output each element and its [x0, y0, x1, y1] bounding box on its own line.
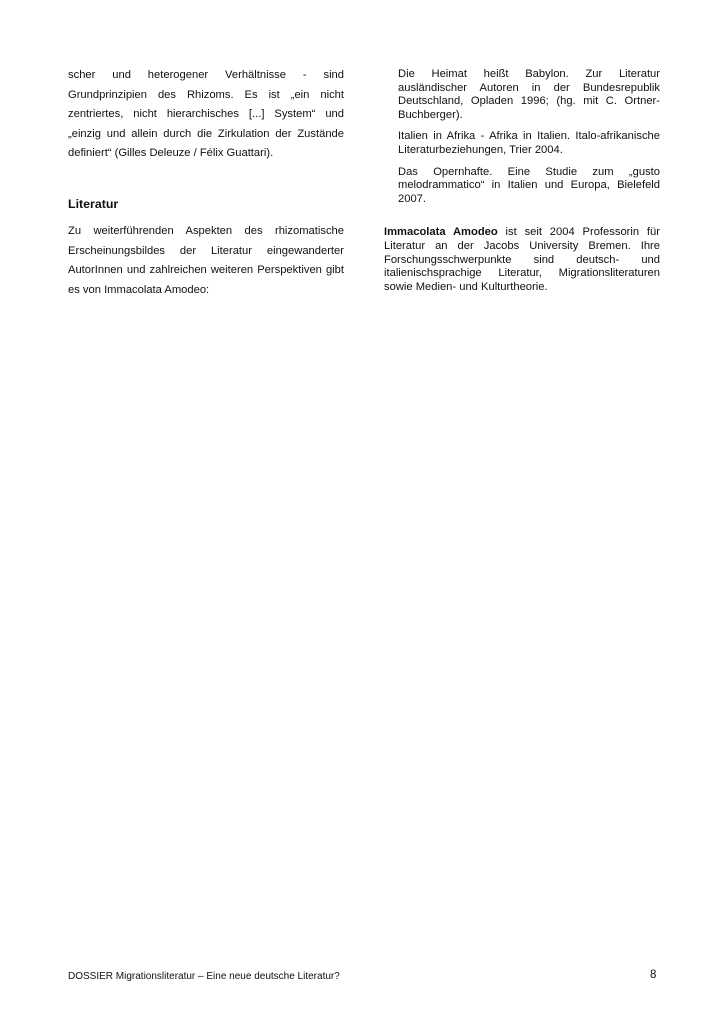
reference-item: Das Opernhafte. Eine Studie zum „gusto melodrammatico“ in Italien und Europa, Bielefeld 2007.	[398, 165, 660, 205]
section-heading-literatur: Literatur	[68, 197, 119, 211]
page-number: 8	[650, 969, 657, 981]
author-name: Immacolata Amodeo	[384, 226, 498, 238]
right-column	[370, 68, 660, 214]
paragraph-rhizome: scher und heterogener Verhältnisse - sind Grundprinzipien des Rhizoms. Es ist „ein nicht zentriertes, nicht hierarchisches [...] System“ und „einzig und allein durch die Zirkulation der Zustände definiert“ (Gilles Deleuze / Félix Guattari).	[68, 69, 344, 160]
reference-list	[370, 68, 660, 206]
reference-item: Italien in Afrika - Afrika in Italien. Italo-afrikanische Literaturbeziehungen, Trier 2004.	[398, 130, 660, 156]
literature-intro	[68, 222, 344, 300]
left-column	[68, 66, 344, 164]
reference-item: Die Heimat heißt Babylon. Zur Literatur ausländischer Autoren in der Bundesrepublik Deutschland, Opladen 1996; (hg. mit C. Ortner-Buchberger).	[398, 68, 660, 121]
author-bio-text: ist seit 2004 Professorin für Literatur an der Jacobs University Bremen. Ihre Forschungsschwerpunkte sind deutsch- und italienischsprachige Literatur, Migrationsliteraturen sowie Medien- und Kulturtheorie.	[384, 226, 660, 294]
author-bio	[384, 226, 660, 295]
footer-title: DOSSIER Migrationsliteratur – Eine neue deutsche Literatur?	[68, 971, 340, 982]
paragraph-literature: Zu weiterführenden Aspekten des rhizomatische Erscheinungsbildes der Literatur eingewanderter AutorInnen und zahlreichen weiteren Perspektiven gibt es von Immacolata Amodeo:	[68, 225, 344, 296]
